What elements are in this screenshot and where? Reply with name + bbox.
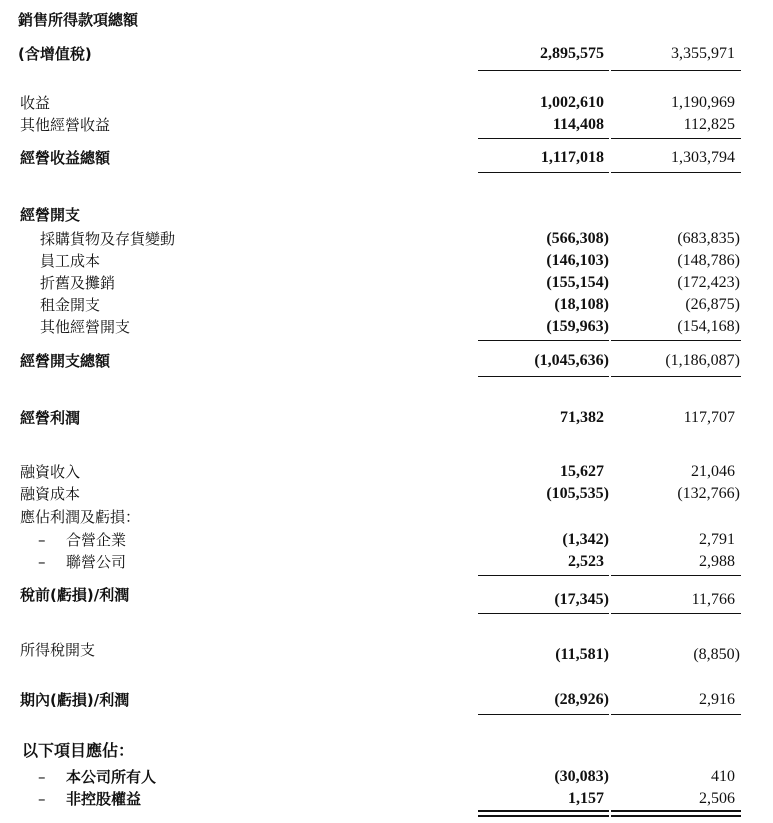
- total-expenses-row: [0, 351, 773, 373]
- period-result-row: [0, 690, 773, 712]
- line-value-current: (159,963): [546, 318, 609, 335]
- total-label: 經營利潤: [20, 409, 81, 427]
- gross-proceeds-prior: 3,355,971: [671, 45, 735, 62]
- rule: [611, 376, 741, 377]
- total-value-current: (28,926): [554, 691, 609, 708]
- line-label: 其他經營收益: [20, 116, 111, 134]
- line-value-current: 1,002,610: [540, 94, 604, 111]
- line-value-current: 114,408: [552, 116, 604, 133]
- line-label: 合營企業: [66, 531, 127, 549]
- line-label: 收益: [20, 94, 51, 112]
- line-value-prior: 2,988: [699, 553, 735, 570]
- dash-marker: –: [38, 553, 46, 571]
- line-value-current: (30,083): [554, 768, 609, 785]
- expense-row: [0, 295, 773, 317]
- line-value-prior: (172,423): [677, 274, 740, 291]
- total-value-prior: 1,303,794: [671, 149, 735, 166]
- line-value-current: (1,342): [562, 531, 609, 548]
- revenue-row: [0, 93, 773, 115]
- line-value-current: (146,103): [546, 252, 609, 269]
- total-label: 經營開支總額: [20, 352, 111, 370]
- line-label: 員工成本: [40, 252, 101, 270]
- rule: [478, 172, 609, 173]
- pretax-row: [0, 585, 773, 607]
- rule: [611, 138, 741, 139]
- line-value-prior: (8,850): [693, 646, 740, 663]
- rule: [611, 340, 741, 341]
- double-rule: [478, 815, 609, 817]
- total-value-current: (1,045,636): [534, 352, 609, 369]
- operating-profit-row: [0, 408, 773, 430]
- line-value-current: (18,108): [554, 296, 609, 313]
- line-label: 融資成本: [20, 485, 81, 503]
- line-label: 本公司所有人: [66, 768, 157, 786]
- total-value-current: (17,345): [554, 591, 609, 608]
- expense-row: [0, 251, 773, 273]
- expense-row: [0, 229, 773, 251]
- line-value-prior: 2,506: [699, 790, 735, 807]
- double-rule: [478, 810, 609, 812]
- total-label: 稅前(虧損)/利潤: [20, 586, 130, 604]
- line-value-current: 15,627: [560, 463, 604, 480]
- total-value-prior: 11,766: [691, 591, 735, 608]
- line-value-prior: 21,046: [691, 463, 735, 480]
- expenses-heading-row: [0, 205, 773, 227]
- rule: [611, 714, 741, 715]
- expense-row: [0, 273, 773, 295]
- double-rule: [611, 815, 741, 817]
- tax-row: [0, 640, 773, 662]
- dash-marker: –: [38, 790, 46, 808]
- section-heading: 應佔利潤及虧損：: [20, 508, 141, 526]
- total-value-current: 71,382: [560, 409, 604, 426]
- rule: [478, 340, 609, 341]
- finance-cost-row: [0, 484, 773, 506]
- line-label: 非控股權益: [66, 790, 142, 808]
- jv-row: [0, 530, 773, 552]
- line-value-prior: 2,791: [699, 531, 735, 548]
- line-label: 其他經營開支: [40, 318, 131, 336]
- line-value-prior: 112,825: [683, 116, 735, 133]
- rule: [611, 575, 741, 576]
- rule: [478, 613, 609, 614]
- line-value-prior: 410: [711, 768, 735, 785]
- dash-marker: –: [38, 768, 46, 786]
- attributable-heading-row: [0, 741, 773, 763]
- rule: [478, 70, 609, 71]
- total-revenue-row: [0, 148, 773, 170]
- dash-marker: –: [38, 531, 46, 549]
- rule: [478, 376, 609, 377]
- line-label: 所得稅開支: [20, 641, 96, 659]
- total-value-prior: 117,707: [683, 409, 735, 426]
- line-label: 採購貨物及存貨變動: [40, 230, 176, 248]
- header-title-row: [0, 10, 773, 32]
- line-label: 聯營公司: [66, 553, 127, 571]
- line-value-prior: (132,766): [677, 485, 740, 502]
- line-value-current: (155,154): [546, 274, 609, 291]
- total-label: 經營收益總額: [20, 149, 111, 167]
- total-value-prior: 2,916: [699, 691, 735, 708]
- other-income-row: [0, 115, 773, 137]
- line-label: 融資收入: [20, 463, 81, 481]
- double-rule: [611, 810, 741, 812]
- total-label: 期內(虧損)/利潤: [20, 691, 130, 709]
- line-value-prior: (148,786): [677, 252, 740, 269]
- owners-row: [0, 767, 773, 789]
- header-subtitle-row: [0, 44, 773, 66]
- line-value-current: (105,535): [546, 485, 609, 502]
- rule: [478, 714, 609, 715]
- header-subtitle: (含增值稅): [18, 45, 92, 63]
- rule: [611, 613, 741, 614]
- rule: [478, 138, 609, 139]
- rule: [611, 172, 741, 173]
- rule: [611, 70, 741, 71]
- section-heading: 經營開支: [20, 206, 81, 224]
- section-heading: 以下項目應佔：: [22, 741, 135, 760]
- gross-proceeds-current: 2,895,575: [540, 45, 604, 62]
- line-value-prior: 1,190,969: [671, 94, 735, 111]
- line-value-current: (11,581): [555, 646, 609, 663]
- line-value-prior: (26,875): [685, 296, 740, 313]
- finance-income-row: [0, 462, 773, 484]
- rule: [478, 575, 609, 576]
- total-value-current: 1,117,018: [540, 149, 604, 166]
- associate-row: [0, 552, 773, 574]
- total-value-prior: (1,186,087): [665, 352, 740, 369]
- header-title: 銷售所得款項總額: [18, 11, 139, 29]
- line-value-prior: (154,168): [677, 318, 740, 335]
- line-label: 折舊及攤銷: [40, 274, 116, 292]
- share-heading-row: [0, 507, 773, 529]
- nci-row: [0, 789, 773, 811]
- line-label: 租金開支: [40, 296, 101, 314]
- line-value-current: (566,308): [546, 230, 609, 247]
- line-value-current: 1,157: [568, 790, 604, 807]
- expense-row: [0, 317, 773, 339]
- line-value-prior: (683,835): [677, 230, 740, 247]
- line-value-current: 2,523: [568, 553, 604, 570]
